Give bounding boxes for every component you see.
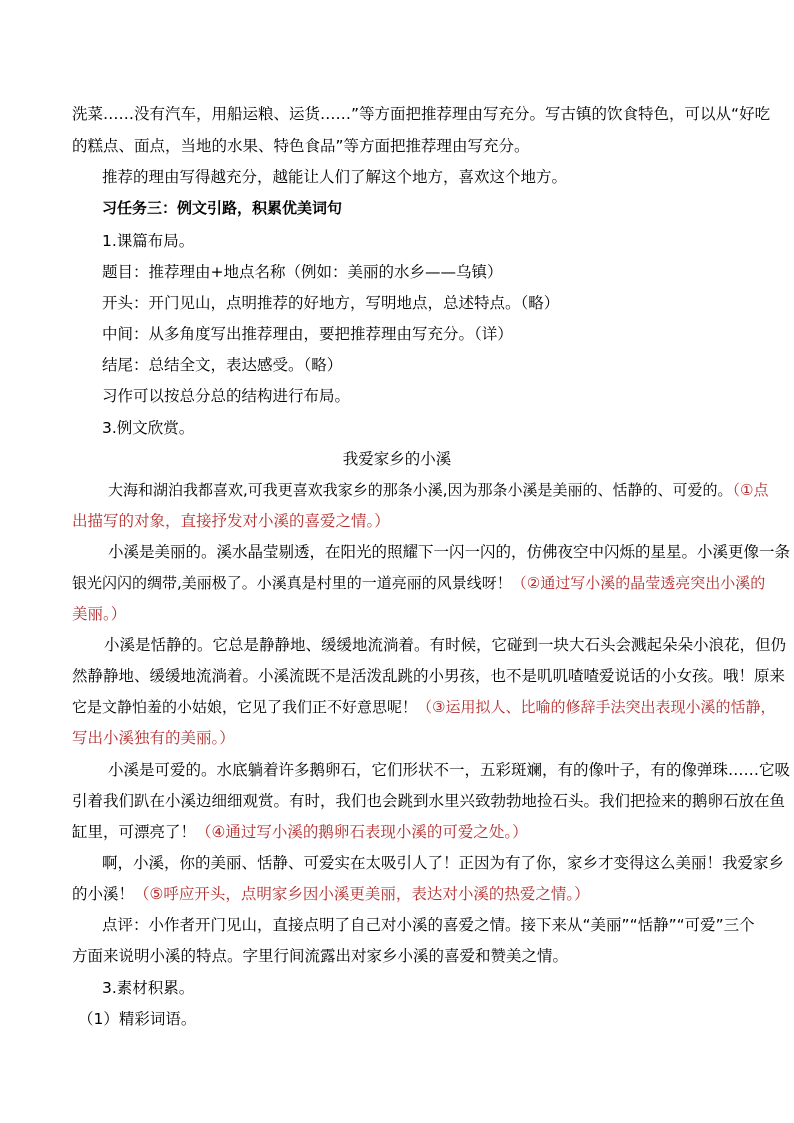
essay-paragraph-line: 小溪是恬静的。它总是静静地、缓缓地流淌着。有时候，它碰到一块大石头会溅起朵朵小浪花，但仍 <box>104 636 787 654</box>
annotation-note: 美丽。） <box>72 605 127 623</box>
section-heading: 习任务三：例文引路，积累优美词句 <box>102 199 343 217</box>
essay-paragraph-line <box>72 573 766 593</box>
paragraph-line: 的糕点、面点，当地的水果、特色食品”等方面把推荐理由写充分。 <box>72 137 530 155</box>
subsection-title: 3.素材积累。 <box>102 979 195 997</box>
essay-paragraph-line: 小溪是美丽的。溪水晶莹剔透，在阳光的照耀下一闪一闪的，仿佛夜空中闪烁的星星。小溪更像一条 <box>108 543 791 561</box>
essay-paragraph-line <box>72 884 732 904</box>
essay-paragraph-line <box>72 697 776 717</box>
annotation-note: 写出小溪独有的美丽。） <box>72 729 235 747</box>
annotation-note: （⑤呼应开头，点明家乡因小溪更美丽，表达对小溪的热爱之情。） <box>134 885 590 903</box>
structure-note: 习作可以按总分总的结构进行布局。 <box>102 387 351 405</box>
essay-paragraph-line: 啊，小溪，你的美丽、恬静、可爱实在太吸引人了！正因为有了你，家乡才变得这么美丽！我爱家乡 <box>102 854 785 872</box>
annotation-note: （②通过写小溪的晶莹透亮突出小溪的 <box>511 574 766 592</box>
essay-paragraph-line: 然静静地、缓缓地流淌着。小溪流既不是活泼乱跳的小男孩，也不是叽叽喳喳爱说话的小女孩。哦！原来 <box>72 667 786 685</box>
essay-paragraph-line: 引着我们趴在小溪边细细观赏。有时，我们也会跳到水里兴致勃勃地捡石头。我们把捡来的鹅卵石放在鱼 <box>72 792 786 810</box>
paragraph-line: 洗菜……没有汽车，用船运粮、运货……”等方面把推荐理由写充分。写古镇的饮食特色，可以从“好吃 <box>72 105 771 123</box>
subsection-title: 1.课篇布局。 <box>102 232 195 250</box>
subsection-title: 3.例文欣赏。 <box>102 419 195 437</box>
essay-title: 我爱家乡的小溪 <box>342 450 452 468</box>
essay-text: 它是文静怕羞的小姑娘，它见了我们正不好意思呢！ <box>72 698 418 716</box>
subsection-subtitle: （1）精彩词语。 <box>78 1010 197 1028</box>
annotation-note: （①点 <box>732 481 769 499</box>
essay-paragraph-line: 小溪是可爱的。水底躺着许多鹅卵石，它们形状不一，五彩斑斓，有的像叶子，有的像弹珠……它吸 <box>108 761 791 779</box>
layout-ending-line: 结尾：总结全文，表达感受。（略） <box>102 356 343 374</box>
annotation-note: （④通过写小溪的鹅卵石表现小溪的可爱之处。） <box>196 823 528 841</box>
essay-paragraph-line <box>72 822 732 842</box>
comment-line: 方面来说明小溪的特点。字里行间流露出对家乡小溪的喜爱和赞美之情。 <box>72 947 569 965</box>
essay-text: 缸里，可漂亮了！ <box>72 823 197 841</box>
essay-text: 大海和湖泊我都喜欢,可我更喜欢我家乡的那条小溪,因为那条小溪是美丽的、恬静的、可爱的。 <box>108 481 733 499</box>
annotation-note: （③运用拟人、比喻的修辞手法突出表现小溪的恬静， <box>417 698 776 716</box>
essay-text: 银光闪闪的绸带,美丽极了。小溪真是村里的一道亮丽的风景线呀！ <box>72 574 512 592</box>
essay-paragraph-line <box>108 480 769 500</box>
layout-opening-line: 开头：开门见山，点明推荐的好地方，写明地点，总述特点。（略） <box>102 294 560 312</box>
paragraph-line: 推荐的理由写得越充分，越能让人们了解这个地方，喜欢这个地方。 <box>102 168 568 186</box>
layout-middle-line: 中间：从多角度写出推荐理由，要把推荐理由写充分。（详） <box>102 325 513 343</box>
layout-title-line: 题目：推荐理由+地点名称（例如：美丽的水乡——乌镇） <box>102 263 503 281</box>
annotation-note: 出描写的对象，直接抒发对小溪的喜爱之情。） <box>72 512 390 530</box>
comment-line: 点评：小作者开门见山，直接点明了自己对小溪的喜爱之情。接下来从“美丽”“恬静”“可爱”三个 <box>102 916 755 934</box>
essay-text: 的小溪！ <box>72 885 135 903</box>
